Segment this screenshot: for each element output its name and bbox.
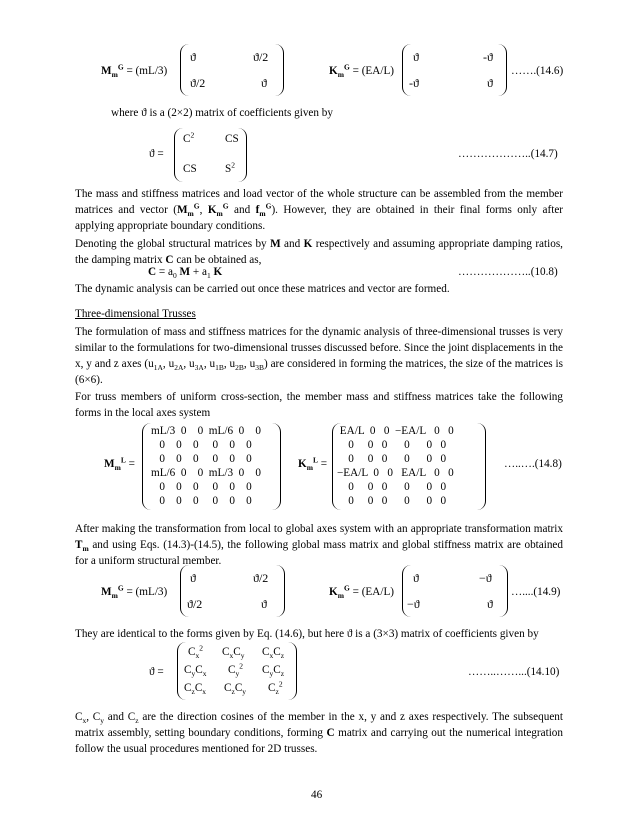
section-title: Three-dimensional Trusses [75,308,196,320]
page-number: 46 [311,789,323,801]
eq1410-lhs: ϑ = [149,666,164,678]
eq149-stiffness-lhs: $K_m^G = (EA/L)$ [329,583,395,601]
paragraph-uniform-section: For truss members of uniform cross-section, the member mass and stiffness matrices take the following forms in the local axes system [75,391,563,419]
eq148-stiffness-matrix: EA/L 0 0 −EA/L 0 0 0 0 0 0 0 0 0 0 0 0 0 0 −EA/L 0 0 EA/L 0 0 0 0 0 0 0 0 0 0 0 0 0 0 [332,423,486,510]
eq146-stiffness-matrix: ϑ -ϑ -ϑ ϑ [402,44,507,96]
paragraph-transformation: After making the transformation from local to global axes system with an appropriate transformation matrix $T_m$ and using Eqs. (14.3)-(14.5), the following global mass matrix and global stiffness matrix are obtained for a uniform structural member. [75,523,563,567]
paragraph-assembly: The mass and stiffness matrices and load vector of the whole structure can be assembled from the member matrices and vector ($M_m^G$, $K_m^G$ and $f_m^G$). However, they are obtained in their final forms only after applying appropriate boundary conditions. [75,188,564,232]
eq149-mass-matrix: ϑ ϑ/2 ϑ/2 ϑ [180,565,285,617]
eq149-stiffness-matrix: ϑ −ϑ −ϑ ϑ [402,565,508,617]
eq146-number: …….(14.6) [511,65,564,77]
eq1410-matrix: $C_x^2$ $C_xC_y$ $C_xC_z$ $C_yC_x$ $C_y^2$ $C_yC_z$ $C_zC_x$ $C_zC_y$ $C_z^2$ [177,642,297,700]
eq1410-number: ……..……...(14.10) [468,666,560,678]
eq108-number: ………………..(10.8) [458,266,558,278]
eq148-stiffness-lhs: $K_m^L$ = [298,455,328,473]
eq146-stiffness-lhs: $K_m^G = (EA/L)$ [329,62,395,80]
eq108-expression: $C = a_0$ $M + a_1$ K [148,266,223,281]
paragraph-direction-cosines: $C_x$, $C_y$ and $C_z$ are the direction cosines of the member in the x, y and z axes respectively. The subsequent matrix assembly, setting boundary conditions, forming C matrix and carrying out the numerical integration follow the usual procedures mentioned for 2D trusses. [75,711,563,755]
eq148-mass-matrix: mL/3 0 0 mL/6 0 0 0 0 0 0 0 0 0 0 0 0 0 0 mL/6 0 0 mL/3 0 0 0 0 0 0 0 0 0 0 0 0 0 0 [142,423,281,510]
paragraph-3d-trusses: The formulation of mass and stiffness matrices for the dynamic analysis of three-dimensional trusses is very similar to the formulations for two-dimensional trusses discussed before. Since the joint displacements in the x, y and z axes ($u_{1A}$, $u_{2A}$, $u_{3A}$, $u_{1B}$, $u_{2B}$, $u_{3B}$) are considered in forming the matrices, the size of the matrices is (6×6). [75,326,563,386]
eq147-matrix: $C^2$ CS CS $S^2$ [174,128,247,182]
where-2x2-text: where ϑ is a (2×2) matrix of coefficients given by [111,107,333,119]
eq149-mass-lhs: $M_m^G = (mL/3)$ [101,583,168,601]
paragraph-identical-forms: They are identical to the forms given by Eq. (14.6), but here ϑ is a (3×3) matrix of coefficients given by [75,628,539,640]
eq147-number: ………………..(14.7) [458,148,558,160]
eq146-mass-lhs: $M_m^G = (mL/3)$ [101,62,168,80]
paragraph-dynamic-analysis: The dynamic analysis can be carried out once these matrices and vector are formed. [75,283,450,295]
eq149-number: …....(14.9) [511,586,561,598]
eq148-number: …..….(14.8) [504,458,562,470]
eq148-mass-lhs: $M_m^L$ = [104,455,135,473]
eq147-lhs: ϑ = [149,148,164,160]
eq146-mass-matrix: ϑ ϑ/2 ϑ/2 ϑ [180,44,284,96]
paragraph-damping: Denoting the global structural matrices by M and K respectively and assuming appropriate damping ratios, the damping matrix C can be obtained as, [75,238,563,266]
